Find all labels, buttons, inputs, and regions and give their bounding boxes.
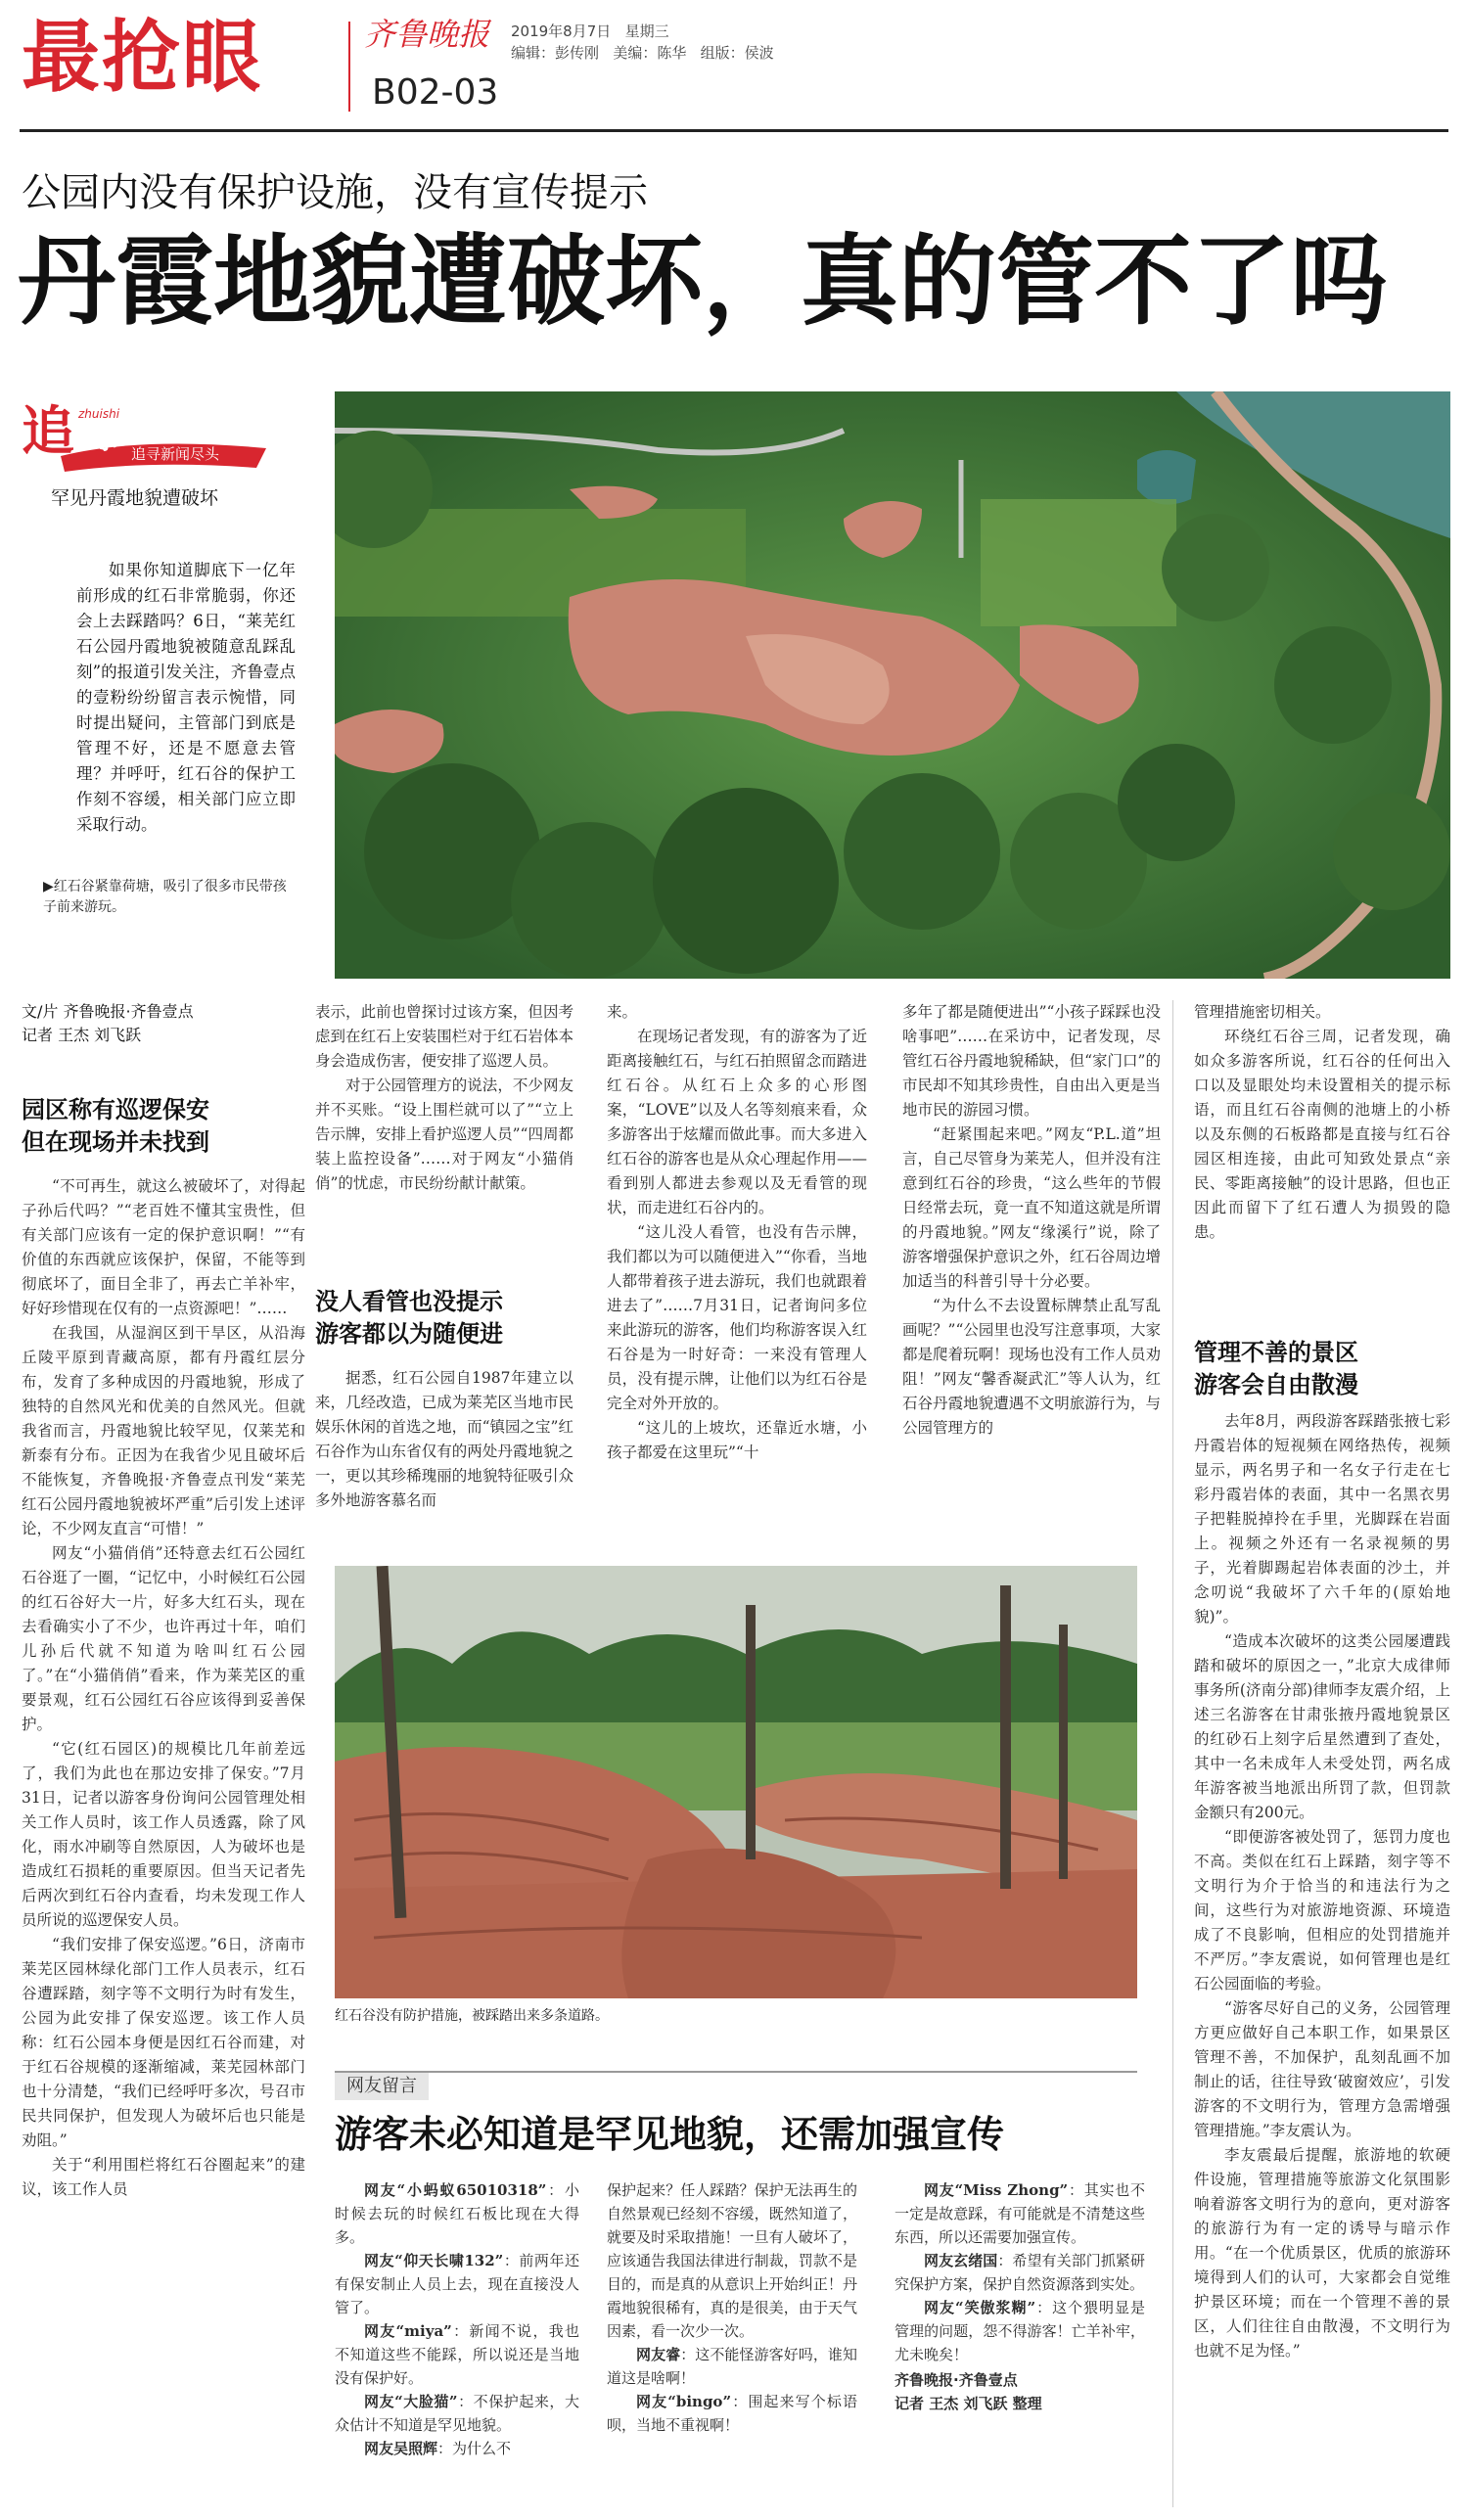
lead-text: 如果你知道脚底下一亿年前形成的红石非常脆弱，你还会上去踩踏吗？6日，“莱芜红石公园丹霞地貌被随意乱踩乱刻”的报道引发关注，齐鲁壹点的壹粉纷纷留言表示惋惜，同时提出疑问，主管部门到底是管理不好，还是不愿意去管理？并呼吁，红石谷的保护工作刻不容缓，相关部门应立即采取行动。	[76, 561, 296, 834]
comment-text: 这不能怪游客好吗，谁知道这是啥啊！	[607, 2346, 857, 2387]
comment-author: 网友“仰天长啸132”	[364, 2252, 504, 2269]
paper-name: 齐鲁晚报	[364, 16, 490, 53]
page-code: B02-03	[372, 72, 499, 113]
body-column-3	[607, 1000, 867, 1529]
signoff-line2: 记者 王杰 刘飞跃 整理	[895, 2395, 1042, 2412]
ground-photo-illustration	[335, 1566, 1137, 1998]
body-column-1	[22, 1174, 305, 2505]
headline-kicker: 公园内没有保护设施，没有宣传提示	[22, 170, 648, 215]
section-title: 最抢眼	[22, 12, 262, 103]
comment-author: 网友“大脸猫”	[364, 2393, 458, 2410]
photo1-caption-text: 红石谷紧靠荷塘，吸引了很多市民带孩子前来游玩。	[43, 879, 287, 915]
comment-text: 其实也不一定是故意踩，有可能就是不清楚这些东西，所以还需要加强宣传。	[895, 2181, 1145, 2246]
comment-author: 网友“miya”	[364, 2322, 452, 2340]
comment-text: 为什么不	[452, 2440, 512, 2457]
issue-date	[511, 22, 669, 41]
subhead-no-guard	[315, 1286, 573, 1351]
header-rule	[20, 129, 1448, 132]
col5a-para: 环绕红石谷三周，记者发现，确如众多游客所说，红石谷的任何出入口以及显眼处均未设置相关的提示标语，而且红石谷南侧的池塘上的小桥以及东侧的石板路都是直接与红石谷园区相连接，由此可知致处景点“亲民、零距离接触”的设计思路，但也正因此而留下了红石遭人为损毁的隐患。	[1194, 1028, 1450, 1241]
subhead-no-guard-line2: 游客都以为随便进	[315, 1320, 503, 1348]
comment-author: 网友“Miss Zhong”	[924, 2181, 1069, 2199]
comment-author: 网友玄绪国	[924, 2252, 998, 2269]
subhead-no-guard-line1: 没人看管也没提示	[315, 1288, 503, 1315]
comment-item: 网友“仰天长啸132”：前两年还有保安制止人员上去，现在直接没人管了。	[335, 2252, 579, 2316]
comment-text: 小时候去玩的时候红石板比现在大得多。	[335, 2181, 579, 2246]
body-column-5b	[1194, 1409, 1450, 2503]
col5b-para: “游客尽好自己的义务，公园管理方更应做好自己本职工作，如果景区管理不善，不加保护，乱刻乱画不加制止的话，往往导致‘破窗效应’，引发游客的不文明行为，管理方急需增强管理措施。”李友震认为。	[1194, 1999, 1450, 2139]
lead-paragraph	[76, 558, 296, 838]
comment-text: 这个猥明显是管理的问题，怨不得游客！亡羊补牢，尤未晚矣！	[895, 2299, 1145, 2363]
subhead-security	[22, 1094, 315, 1159]
col1-para: 关于“利用围栏将红石谷圈起来”的建议，该工作人员	[22, 2156, 305, 2198]
netizen-section-tag	[335, 2071, 1137, 2100]
netizen-column-2	[607, 2178, 857, 2511]
art-editor-text: 美编：陈华	[613, 44, 687, 62]
subhead-poor-management-line2: 游客会自由散漫	[1194, 1371, 1358, 1398]
caption-arrow-icon: ▶	[43, 879, 54, 894]
comment-text: 围起来写个标语呗，当地不重视啊！	[607, 2393, 857, 2434]
col1-para: 网友“小猫俏俏”还特意去红石公园红石谷逛了一圈，“记忆中，小时候红石公园的红石谷好大一片，好多大红石头，现在去看确实小了不少，也许再过十年，咱们儿孙后代就不知道为啥叫红石公园了。”在“小猫俏俏”看来，作为莱芜区的重要景观，红石公园红石谷应该得到妥善保护。	[22, 1544, 305, 1733]
col5b-para: 李友震最后提醒，旅游地的软硬件设施，管理措施等旅游文化氛围影响着游客文明行为的意向，更对游客的旅游行为有一定的诱导与暗示作用。“在一个优质景区，优质的旅游环境得到人们的认可，大家都会自觉维护景区环境；而在一个管理不善的景区，人们往往自由散漫，不文明行为也就不足为怪。”	[1194, 2146, 1450, 2360]
comment-item: 网友“小蚂蚁65010318”：小时候去玩的时候红石板比现在大得多。	[335, 2181, 579, 2246]
col1-para: “不可再生，就这么被破坏了，对得起子孙后代吗？”“老百姓不懂其宝贵性，但有关部门应该有一定的保护意识啊！”“有价值的东西就应该保护，保留，不能等到彻底坏了，面目全非了，再去亡羊补牢，好好珍惜现在仅有的一点资源吧！”……	[22, 1177, 305, 1317]
subhead-security-line2: 但在现场并未找到	[22, 1128, 209, 1156]
aerial-photo-illustration	[335, 391, 1450, 979]
byline-line1: 文/片 齐鲁晚报·齐鲁壹点	[22, 1002, 194, 1021]
comment-item: 网友睿：这不能怪游客好吗，谁知道这是啥啊！	[607, 2346, 857, 2387]
netizen-signoff	[895, 2368, 1145, 2415]
col2-para: 对于公园管理方的说法，不少网友并不买账。“设上围栏就可以了”“立上告示牌，安排上看护巡逻人员”“四周都装上监控设备”……对于网友“小猫俏俏”的忧虑，市民纷纷献计献策。	[315, 1077, 573, 1192]
comment-text: 保护起来？任人踩踏？保护无法再生的自然景观已经刻不容缓，既然知道了，就要及时采取措施！一旦有人破坏了，应该通告我国法律进行制裁，罚款不是目的，而是真的从意识上开始纠正！丹霞地貌很稀有，真的是很美，由于天气因素，看一次少一次。	[607, 2181, 857, 2340]
col1-para: “我们安排了保安巡逻。”6日，济南市莱芜区园林绿化部门工作人员表示，红石谷遭踩踏，刻字等不文明行为时有发生，公园为此安排了保安巡逻。该工作人员称：红石公园本身便是因红石谷而建，对于红石谷规模的逐渐缩减，莱芜园林部门也十分清楚，“我们已经呼吁多次，号召市民共同保护，但发现人为破坏后也只能是劝阻。”	[22, 1936, 305, 2149]
netizen-title: 游客未必知道是罕见地貌，还需加强宣传	[335, 2113, 1005, 2156]
byline	[22, 1000, 315, 1047]
comment-item: 网友“笑傲浆糊”：这个猥明显是管理的问题，怨不得游客！亡羊补牢，尤未晚矣！	[895, 2299, 1145, 2363]
comment-item: 网友“bingo”：围起来写个标语呗，当地不重视啊！	[607, 2393, 857, 2434]
col3-para: “这儿的上坡坎，还靠近水塘，小孩子都爱在这里玩”“十	[607, 1419, 867, 1461]
comment-item: 网友“Miss Zhong”：其实也不一定是故意踩，有可能就是不清楚这些东西，所以还需要加强宣传。	[895, 2181, 1145, 2246]
col5a-para: 管理措施密切相关。	[1194, 1003, 1331, 1021]
col5b-para: “即便游客被处罚了，惩罚力度也不高。类似在红石上踩踏，刻字等不文明行为介于恰当的和违法行为之间，这些行为对旅游地资源、环境造成了不良影响，但相应的处罚措施并不严厉。”李友震说，如何管理也是红石公园面临的考验。	[1194, 1828, 1450, 1993]
comment-author: 网友“bingo”	[636, 2393, 732, 2410]
col2b-para: 据悉，红石公园自1987年建立以来，几经改造，已成为莱芜区当地市民娱乐休闲的首选之地，而“镇园之宝”红石谷作为山东省仅有的两处丹霞地貌之一，更以其珍稀瑰丽的地貌特征吸引众多外地游客慕名而	[315, 1369, 573, 1509]
comment-item: 网友吴照辉：为什么不	[364, 2440, 512, 2457]
weekday-text: 星期三	[624, 23, 669, 40]
header-divider	[348, 22, 350, 112]
body-column-5	[1194, 1000, 1450, 1304]
date-text: 2019年8月7日	[511, 23, 612, 40]
subhead-poor-management	[1194, 1337, 1450, 1401]
byline-line2: 记者 王杰 刘飞跃	[22, 1026, 142, 1044]
photo1-caption	[43, 877, 299, 918]
ground-photo	[335, 1566, 1137, 1998]
proof-text: 组版：侯波	[700, 44, 774, 62]
col1-para: 在我国，从湿润区到干旱区，从沿海丘陵平原到青藏高原，都有丹霞红层分布，发育了多种成因的丹霞地貌，形成了独特的自然风光和优美的自然风光。但就我省而言，丹霞地貌比较罕见，仅莱芜和新泰有分布。正因为在我省少见且破坏后不能恢复，齐鲁晚报·齐鲁壹点刊发“莱芜红石公园丹霞地貌被坏严重”后引发上述评论，不少网友直言“可惜！”	[22, 1324, 305, 1537]
col1-para: “它(红石园区)的规模比几年前差远了，我们为此也在那边安排了保安。”7月31日，记者以游客身份询问公园管理处相关工作人员时，该工作人员透露，除了风化，雨水冲刷等自然原因，人为破坏也是造成红石损耗的重要原因。但当天记者先后两次到红石谷内查看，均未发现工作人员所说的巡逻保安人员。	[22, 1740, 305, 1929]
col3-para: 在现场记者发现，有的游客为了近距离接触红石，与红石拍照留念而踏进红石谷。从红石上众多的心形图案，“LOVE”以及人名等刻痕来看，众多游客出于炫耀而做此事。而大多进入红石谷的游客也是从众心理起作用——看到别人都进去参观以及无看管的现状，而走进红石谷内的。	[607, 1028, 867, 1216]
photo2-caption: 红石谷没有防护措施，被踩踏出来多条道路。	[335, 2008, 609, 2024]
subhead-poor-management-line1: 管理不善的景区	[1194, 1339, 1358, 1366]
badge-small-char: 事	[92, 422, 121, 456]
comment-author: 网友“笑傲浆糊”	[924, 2299, 1036, 2316]
aerial-photo	[335, 391, 1450, 979]
editor-text: 编辑：彭传刚	[511, 44, 600, 62]
comment-item: 网友“大脸猫”：不保护起来，大众估计不知道是罕见地貌。	[335, 2393, 579, 2434]
col4-para: 多年了都是随便进出”“小孩子踩踩也没啥事吧”……在采访中，记者发现，尽管红石谷丹霞地貌稀缺，但“家门口”的市民却不知其珍贵性，自由出入更是当地市民的游园习惯。	[902, 1003, 1161, 1119]
comment-author: 网友“小蚂蚁65010318”	[364, 2181, 547, 2199]
editor-credits	[511, 43, 774, 63]
netizen-column-1	[335, 2178, 579, 2511]
col4-para: “为什么不去设置标牌禁止乱写乱画呢？”“公园里也没写注意事项，大家都是爬着玩啊！现场也没有工作人员劝阻！”网友“馨香凝武汇”等人认为，红石谷丹霞地貌遭遇不文明旅游行为，与公园管理方的	[902, 1297, 1161, 1437]
comment-item	[607, 2178, 857, 2343]
signoff-line1: 齐鲁晚报·齐鲁壹点	[895, 2371, 1018, 2389]
comment-item: 网友玄绪国：希望有关部门抓紧研究保护方案，保护自然资源落到实处。	[895, 2252, 1145, 2293]
netizen-column-3	[895, 2178, 1145, 2511]
headline-title: 丹霞地貌遭破坏，真的管不了吗	[18, 224, 1388, 339]
col3-para: “这儿没人看管，也没有告示牌，我们都以为可以随便进入”“你看，当地人都带着孩子进去游玩，我们也就跟着进去了”……7月31日，记者询问多位来此游玩的游客，他们均称游客误入红石谷是为一时好奇：一来没有管理人员，没有提示牌，让他们以为红石谷是完全对外开放的。	[607, 1223, 867, 1412]
comment-author: 网友睿	[636, 2346, 681, 2363]
body-column-2	[315, 1000, 573, 1250]
comment-author: 网友吴照辉	[364, 2440, 438, 2457]
col5b-para: 去年8月，两段游客踩踏张掖七彩丹霞岩体的短视频在网络热传，视频显示，两名男子和一名女子行走在七彩丹霞岩体的表面，其中一名黑衣男子把鞋脱掉拎在手里，光脚踩在岩面上。视频之外还有一名录视频的男子，光着脚踢起岩体表面的沙土，并念叨说“我破坏了六千年的(原始地貌)”。	[1194, 1412, 1450, 1626]
comment-text: 新闻不说，我也不知道这些不能踩，所以说还是当地没有保护好。	[335, 2322, 579, 2387]
col2-para: 表示，此前也曾探讨过该方案，但因考虑到在红石上安装围栏对于红石岩体本身会造成伤害，便安排了巡逻人员。	[315, 1003, 573, 1070]
badge-tagline: 追寻新闻尽头	[131, 445, 220, 463]
zhuishi-badge	[22, 399, 286, 487]
col3-para: 来。	[607, 1003, 638, 1021]
comment-text: 不保护起来，大众估计不知道是罕见地貌。	[335, 2393, 579, 2434]
netizen-tag: 网友留言	[335, 2073, 429, 2100]
subhead-security-line1: 园区称有巡逻保安	[22, 1096, 209, 1123]
body-column-2b	[315, 1366, 573, 1531]
badge-label: 罕见丹霞地貌遭破坏	[51, 487, 219, 509]
comment-text: 希望有关部门抓紧研究保护方案，保护自然资源落到实处。	[895, 2252, 1145, 2293]
col5b-para: “造成本次破坏的这类公园屡遭践踏和破坏的原因之一，”北京大成律师事务所(济南分部)律师李友震介绍，上述三名游客在甘肃张掖丹霞地貌景区的红砂石上刻字后星然遭到了查处，其中一名未成年人未受处罚，两名成年游客被当地派出所罚了款，但罚款金额只有200元。	[1194, 1632, 1450, 1821]
column-rule	[1172, 1000, 1173, 2507]
badge-big-char: 追	[22, 399, 74, 462]
badge-pinyin: zhuishi	[78, 407, 120, 421]
col4-para: “赶紧围起来吧。”网友“P.L.道”坦言，自己尽管身为莱芜人，但并没有注意到红石谷的珍贵，“这么些年的节假日经常去玩，竟一直不知道这就是所谓的丹霞地貌。”网友“缘溪行”说，除了游客增强保护意识之外，红石谷周边增加适当的科普引导十分必要。	[902, 1125, 1161, 1290]
comment-text: 前两年还有保安制止人员上去，现在直接没人管了。	[335, 2252, 579, 2316]
comment-item: 网友“miya”：新闻不说，我也不知道这些不能踩，所以说还是当地没有保护好。	[335, 2322, 579, 2387]
body-column-4	[902, 1000, 1161, 1529]
